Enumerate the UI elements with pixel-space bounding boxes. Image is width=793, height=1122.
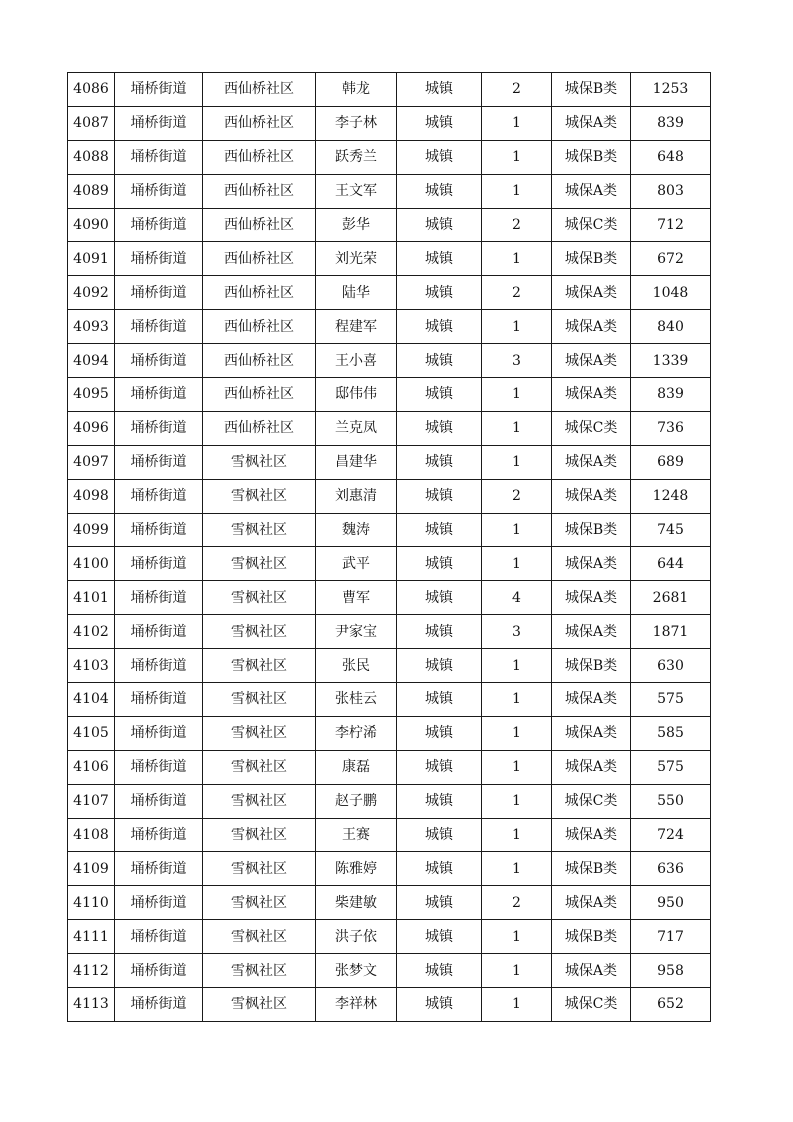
community-cell: 雪枫社区 <box>203 920 316 954</box>
serial-number-cell: 4099 <box>68 513 115 547</box>
amount-cell: 840 <box>631 310 711 344</box>
area-type-cell: 城镇 <box>397 411 482 445</box>
amount-cell: 1253 <box>631 73 711 107</box>
street-cell: 埇桥街道 <box>115 920 203 954</box>
community-cell: 雪枫社区 <box>203 615 316 649</box>
amount-cell: 958 <box>631 954 711 988</box>
name-cell: 柴建敏 <box>316 886 397 920</box>
name-cell: 王赛 <box>316 818 397 852</box>
area-type-cell: 城镇 <box>397 479 482 513</box>
table-row <box>68 954 711 988</box>
category-cell: 城保A类 <box>552 479 631 513</box>
name-cell: 李柠浠 <box>316 716 397 750</box>
name-cell: 洪子依 <box>316 920 397 954</box>
household-size-cell: 2 <box>482 479 552 513</box>
amount-cell: 1339 <box>631 344 711 378</box>
serial-number-cell: 4111 <box>68 920 115 954</box>
amount-cell: 689 <box>631 445 711 479</box>
street-cell: 埇桥街道 <box>115 479 203 513</box>
amount-cell: 745 <box>631 513 711 547</box>
household-size-cell: 1 <box>482 547 552 581</box>
table-row <box>68 615 711 649</box>
street-cell: 埇桥街道 <box>115 276 203 310</box>
area-type-cell: 城镇 <box>397 106 482 140</box>
street-cell: 埇桥街道 <box>115 852 203 886</box>
serial-number-cell: 4098 <box>68 479 115 513</box>
name-cell: 魏涛 <box>316 513 397 547</box>
name-cell: 武平 <box>316 547 397 581</box>
serial-number-cell: 4104 <box>68 683 115 717</box>
serial-number-cell: 4101 <box>68 581 115 615</box>
community-cell: 雪枫社区 <box>203 683 316 717</box>
community-cell: 雪枫社区 <box>203 547 316 581</box>
household-size-cell: 1 <box>482 852 552 886</box>
street-cell: 埇桥街道 <box>115 581 203 615</box>
area-type-cell: 城镇 <box>397 208 482 242</box>
area-type-cell: 城镇 <box>397 988 482 1022</box>
community-cell: 雪枫社区 <box>203 716 316 750</box>
area-type-cell: 城镇 <box>397 276 482 310</box>
name-cell: 张梦文 <box>316 954 397 988</box>
area-type-cell: 城镇 <box>397 581 482 615</box>
area-type-cell: 城镇 <box>397 683 482 717</box>
table-row <box>68 445 711 479</box>
table-row <box>68 547 711 581</box>
data-table <box>67 72 711 1022</box>
serial-number-cell: 4107 <box>68 784 115 818</box>
table-row <box>68 378 711 412</box>
table-row <box>68 106 711 140</box>
amount-cell: 950 <box>631 886 711 920</box>
serial-number-cell: 4102 <box>68 615 115 649</box>
amount-cell: 839 <box>631 378 711 412</box>
name-cell: 王小喜 <box>316 344 397 378</box>
table-row <box>68 784 711 818</box>
street-cell: 埇桥街道 <box>115 106 203 140</box>
table-row <box>68 852 711 886</box>
name-cell: 韩龙 <box>316 73 397 107</box>
category-cell: 城保B类 <box>552 513 631 547</box>
community-cell: 西仙桥社区 <box>203 276 316 310</box>
amount-cell: 652 <box>631 988 711 1022</box>
category-cell: 城保A类 <box>552 276 631 310</box>
name-cell: 刘光荣 <box>316 242 397 276</box>
amount-cell: 712 <box>631 208 711 242</box>
category-cell: 城保B类 <box>552 73 631 107</box>
table-row <box>68 479 711 513</box>
area-type-cell: 城镇 <box>397 649 482 683</box>
serial-number-cell: 4108 <box>68 818 115 852</box>
table-row <box>68 716 711 750</box>
table-row <box>68 581 711 615</box>
community-cell: 雪枫社区 <box>203 954 316 988</box>
household-size-cell: 1 <box>482 683 552 717</box>
table-row <box>68 818 711 852</box>
serial-number-cell: 4100 <box>68 547 115 581</box>
name-cell: 跃秀兰 <box>316 140 397 174</box>
category-cell: 城保C类 <box>552 784 631 818</box>
community-cell: 雪枫社区 <box>203 988 316 1022</box>
amount-cell: 803 <box>631 174 711 208</box>
area-type-cell: 城镇 <box>397 445 482 479</box>
community-cell: 西仙桥社区 <box>203 140 316 174</box>
area-type-cell: 城镇 <box>397 174 482 208</box>
name-cell: 张桂云 <box>316 683 397 717</box>
community-cell: 西仙桥社区 <box>203 106 316 140</box>
category-cell: 城保B类 <box>552 242 631 276</box>
household-size-cell: 3 <box>482 615 552 649</box>
serial-number-cell: 4086 <box>68 73 115 107</box>
street-cell: 埇桥街道 <box>115 818 203 852</box>
name-cell: 程建军 <box>316 310 397 344</box>
amount-cell: 2681 <box>631 581 711 615</box>
community-cell: 西仙桥社区 <box>203 73 316 107</box>
serial-number-cell: 4089 <box>68 174 115 208</box>
name-cell: 陈雅婷 <box>316 852 397 886</box>
serial-number-cell: 4088 <box>68 140 115 174</box>
serial-number-cell: 4112 <box>68 954 115 988</box>
table-row <box>68 242 711 276</box>
area-type-cell: 城镇 <box>397 310 482 344</box>
amount-cell: 839 <box>631 106 711 140</box>
name-cell: 昌建华 <box>316 445 397 479</box>
household-size-cell: 1 <box>482 716 552 750</box>
area-type-cell: 城镇 <box>397 242 482 276</box>
household-size-cell: 1 <box>482 310 552 344</box>
category-cell: 城保A类 <box>552 750 631 784</box>
serial-number-cell: 4110 <box>68 886 115 920</box>
street-cell: 埇桥街道 <box>115 886 203 920</box>
category-cell: 城保A类 <box>552 310 631 344</box>
area-type-cell: 城镇 <box>397 784 482 818</box>
amount-cell: 1871 <box>631 615 711 649</box>
serial-number-cell: 4087 <box>68 106 115 140</box>
serial-number-cell: 4095 <box>68 378 115 412</box>
household-size-cell: 1 <box>482 106 552 140</box>
community-cell: 雪枫社区 <box>203 818 316 852</box>
household-size-cell: 1 <box>482 445 552 479</box>
community-cell: 雪枫社区 <box>203 750 316 784</box>
street-cell: 埇桥街道 <box>115 378 203 412</box>
household-size-cell: 1 <box>482 649 552 683</box>
street-cell: 埇桥街道 <box>115 73 203 107</box>
area-type-cell: 城镇 <box>397 750 482 784</box>
household-size-cell: 1 <box>482 988 552 1022</box>
category-cell: 城保A类 <box>552 547 631 581</box>
table-row <box>68 513 711 547</box>
name-cell: 刘惠清 <box>316 479 397 513</box>
name-cell: 邸伟伟 <box>316 378 397 412</box>
area-type-cell: 城镇 <box>397 547 482 581</box>
name-cell: 康磊 <box>316 750 397 784</box>
household-size-cell: 2 <box>482 208 552 242</box>
street-cell: 埇桥街道 <box>115 784 203 818</box>
street-cell: 埇桥街道 <box>115 140 203 174</box>
table-row <box>68 73 711 107</box>
category-cell: 城保A类 <box>552 378 631 412</box>
table-row <box>68 140 711 174</box>
category-cell: 城保A类 <box>552 174 631 208</box>
serial-number-cell: 4094 <box>68 344 115 378</box>
serial-number-cell: 4093 <box>68 310 115 344</box>
household-size-cell: 1 <box>482 920 552 954</box>
amount-cell: 736 <box>631 411 711 445</box>
area-type-cell: 城镇 <box>397 73 482 107</box>
table-row <box>68 411 711 445</box>
amount-cell: 1248 <box>631 479 711 513</box>
area-type-cell: 城镇 <box>397 513 482 547</box>
community-cell: 西仙桥社区 <box>203 242 316 276</box>
household-size-cell: 1 <box>482 411 552 445</box>
street-cell: 埇桥街道 <box>115 513 203 547</box>
serial-number-cell: 4105 <box>68 716 115 750</box>
amount-cell: 575 <box>631 683 711 717</box>
amount-cell: 648 <box>631 140 711 174</box>
serial-number-cell: 4097 <box>68 445 115 479</box>
community-cell: 西仙桥社区 <box>203 310 316 344</box>
household-size-cell: 1 <box>482 818 552 852</box>
table-row <box>68 920 711 954</box>
category-cell: 城保C类 <box>552 411 631 445</box>
serial-number-cell: 4092 <box>68 276 115 310</box>
street-cell: 埇桥街道 <box>115 411 203 445</box>
household-size-cell: 1 <box>482 242 552 276</box>
street-cell: 埇桥街道 <box>115 615 203 649</box>
serial-number-cell: 4113 <box>68 988 115 1022</box>
amount-cell: 644 <box>631 547 711 581</box>
household-size-cell: 1 <box>482 954 552 988</box>
street-cell: 埇桥街道 <box>115 445 203 479</box>
name-cell: 王文军 <box>316 174 397 208</box>
category-cell: 城保B类 <box>552 649 631 683</box>
household-size-cell: 2 <box>482 73 552 107</box>
street-cell: 埇桥街道 <box>115 649 203 683</box>
category-cell: 城保B类 <box>552 852 631 886</box>
category-cell: 城保B类 <box>552 140 631 174</box>
table-row <box>68 988 711 1022</box>
category-cell: 城保A类 <box>552 683 631 717</box>
table-row <box>68 886 711 920</box>
community-cell: 西仙桥社区 <box>203 208 316 242</box>
amount-cell: 1048 <box>631 276 711 310</box>
street-cell: 埇桥街道 <box>115 174 203 208</box>
community-cell: 西仙桥社区 <box>203 378 316 412</box>
community-cell: 西仙桥社区 <box>203 174 316 208</box>
household-size-cell: 2 <box>482 276 552 310</box>
household-size-cell: 1 <box>482 784 552 818</box>
category-cell: 城保A类 <box>552 716 631 750</box>
street-cell: 埇桥街道 <box>115 310 203 344</box>
household-size-cell: 1 <box>482 378 552 412</box>
area-type-cell: 城镇 <box>397 344 482 378</box>
street-cell: 埇桥街道 <box>115 988 203 1022</box>
street-cell: 埇桥街道 <box>115 208 203 242</box>
community-cell: 西仙桥社区 <box>203 344 316 378</box>
amount-cell: 630 <box>631 649 711 683</box>
household-size-cell: 4 <box>482 581 552 615</box>
street-cell: 埇桥街道 <box>115 716 203 750</box>
serial-number-cell: 4096 <box>68 411 115 445</box>
table-row <box>68 208 711 242</box>
amount-cell: 717 <box>631 920 711 954</box>
community-cell: 西仙桥社区 <box>203 411 316 445</box>
amount-cell: 636 <box>631 852 711 886</box>
area-type-cell: 城镇 <box>397 378 482 412</box>
community-cell: 雪枫社区 <box>203 784 316 818</box>
category-cell: 城保A类 <box>552 615 631 649</box>
category-cell: 城保A类 <box>552 445 631 479</box>
community-cell: 雪枫社区 <box>203 445 316 479</box>
table-row <box>68 750 711 784</box>
area-type-cell: 城镇 <box>397 852 482 886</box>
serial-number-cell: 4103 <box>68 649 115 683</box>
name-cell: 彭华 <box>316 208 397 242</box>
name-cell: 李祥林 <box>316 988 397 1022</box>
street-cell: 埇桥街道 <box>115 344 203 378</box>
table-row <box>68 310 711 344</box>
category-cell: 城保A类 <box>552 818 631 852</box>
household-size-cell: 1 <box>482 174 552 208</box>
serial-number-cell: 4090 <box>68 208 115 242</box>
area-type-cell: 城镇 <box>397 818 482 852</box>
table-row <box>68 174 711 208</box>
amount-cell: 575 <box>631 750 711 784</box>
street-cell: 埇桥街道 <box>115 547 203 581</box>
household-size-cell: 1 <box>482 750 552 784</box>
household-size-cell: 2 <box>482 886 552 920</box>
area-type-cell: 城镇 <box>397 615 482 649</box>
table-body <box>68 73 711 1022</box>
community-cell: 雪枫社区 <box>203 581 316 615</box>
serial-number-cell: 4109 <box>68 852 115 886</box>
category-cell: 城保A类 <box>552 344 631 378</box>
category-cell: 城保C类 <box>552 208 631 242</box>
category-cell: 城保A类 <box>552 106 631 140</box>
table-row <box>68 276 711 310</box>
area-type-cell: 城镇 <box>397 920 482 954</box>
street-cell: 埇桥街道 <box>115 242 203 276</box>
area-type-cell: 城镇 <box>397 886 482 920</box>
name-cell: 张民 <box>316 649 397 683</box>
category-cell: 城保A类 <box>552 581 631 615</box>
serial-number-cell: 4106 <box>68 750 115 784</box>
street-cell: 埇桥街道 <box>115 954 203 988</box>
name-cell: 陆华 <box>316 276 397 310</box>
household-size-cell: 1 <box>482 513 552 547</box>
name-cell: 曹军 <box>316 581 397 615</box>
community-cell: 雪枫社区 <box>203 513 316 547</box>
category-cell: 城保A类 <box>552 886 631 920</box>
name-cell: 尹家宝 <box>316 615 397 649</box>
category-cell: 城保A类 <box>552 954 631 988</box>
street-cell: 埇桥街道 <box>115 683 203 717</box>
name-cell: 赵子鹏 <box>316 784 397 818</box>
amount-cell: 724 <box>631 818 711 852</box>
name-cell: 李子林 <box>316 106 397 140</box>
community-cell: 雪枫社区 <box>203 479 316 513</box>
community-cell: 雪枫社区 <box>203 852 316 886</box>
household-size-cell: 1 <box>482 140 552 174</box>
table-row <box>68 683 711 717</box>
amount-cell: 550 <box>631 784 711 818</box>
area-type-cell: 城镇 <box>397 140 482 174</box>
serial-number-cell: 4091 <box>68 242 115 276</box>
area-type-cell: 城镇 <box>397 716 482 750</box>
table-row <box>68 649 711 683</box>
area-type-cell: 城镇 <box>397 954 482 988</box>
community-cell: 雪枫社区 <box>203 649 316 683</box>
name-cell: 兰克凤 <box>316 411 397 445</box>
street-cell: 埇桥街道 <box>115 750 203 784</box>
community-cell: 雪枫社区 <box>203 886 316 920</box>
household-size-cell: 3 <box>482 344 552 378</box>
category-cell: 城保C类 <box>552 988 631 1022</box>
table-row <box>68 344 711 378</box>
amount-cell: 585 <box>631 716 711 750</box>
category-cell: 城保B类 <box>552 920 631 954</box>
amount-cell: 672 <box>631 242 711 276</box>
